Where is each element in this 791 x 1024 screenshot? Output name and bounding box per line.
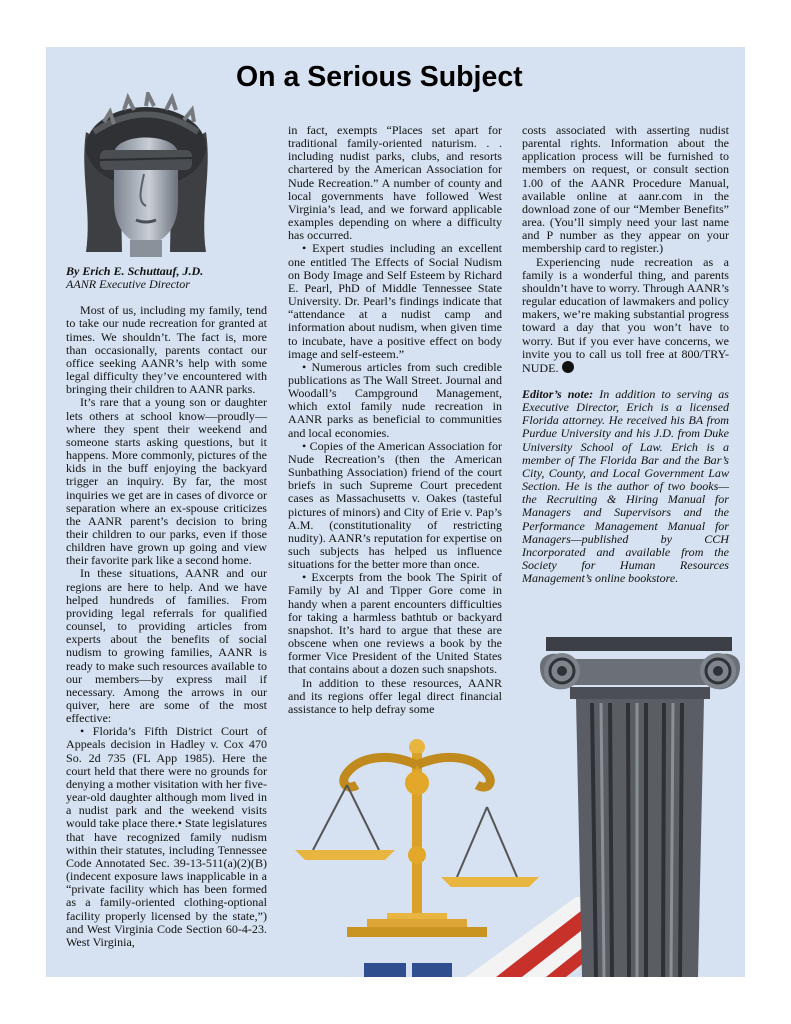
paragraph: In these situations, AANR and our regions are here to help. And we have helped hundreds of families. From providing legal referrals for qualified counsel, to providing articles from experts about the benefits of social nudism to growing families, AANR is ready to make such resources available to our members—by express mail if necessary. Among the arrows in our quiver, here are some of the most effective: (66, 566, 267, 726)
paragraph: Most of us, including my family, tend to take our nude recreation for granted at times. We shouldn’t. The fact is, more than occasionally, parents contact our office seeking AANR’s help with some legal difficulty they’ve encountered with bringing their children to AANR parks. (66, 303, 267, 397)
end-mark-icon (562, 361, 574, 373)
paragraph (522, 256, 729, 375)
byline-role: AANR Executive Director (66, 277, 190, 292)
paragraph: In addition to these resources, AANR and its regions offer legal direct financial assistance to help defray some (288, 675, 502, 716)
column-3 (522, 124, 729, 585)
paragraph: • Numerous articles from such credible publications as The Wall Street. Journal and Woodall’s Campground Management, which extol family nude recreation in AANR parks as beneficial to communities and local economies. (288, 359, 502, 440)
editors-note (522, 388, 729, 585)
magazine-page (46, 47, 745, 977)
article-title: On a Serious Subject (236, 61, 523, 93)
editors-note-text: In addition to serving as Executive Director, Erich is a licensed Florida attorney. He received his BA from Purdue University and his J.D. from Duke University School of Law. Erich is a member of The Florida Bar and the Bar’s City, County, and Local Government Law Section. He is the author of two books—the Recruiting & Hiring Manual for Managers and Supervisors and the Performance Management Manual for Managers—published by CCH Incorporated and available from the Society for Human Resources Management’s online bookstore. (522, 386, 729, 586)
column-1 (66, 265, 267, 949)
paragraph: It’s rare that a young son or daughter lets others at school know—proudly—where they spent their weekend and someone starts asking questions, but it happens. More commonly, pictures of the kids in the buff enjoying the backyard trigger an inquiry. By far, the most inquiries we get are in cases of divorce or separation where an ex-spouse criticizes the AANR parent’s decision to bring their children to our parks, even if those children have grown up going and view their favorite park like a second home. (66, 395, 267, 568)
paragraph: • Expert studies including an excellent one entitled The Effects of Social Nudism on Body Image and Self Esteem by Richard E. Pearl, PhD of Middle Tennessee State University. Dr. Pearl’s findings indicate that “attendance at a nudist camp and information about nudism, when given time to incubate, have a positive effect on body image and self-esteem.” (288, 241, 502, 361)
paragraph: costs associated with asserting nudist parental rights. Information about the application process will be furnished to members on request, or consult section 1.00 of the AANR Procedure Manual, available online at aanr.com in the download zone of our “Member Benefits” area. (You’ll simply need your last name and P number as they appear on your membership card to register.) (522, 123, 729, 256)
editors-note-label: Editor’s note: (522, 386, 594, 401)
flag-blue-block (412, 963, 452, 977)
flag-blue-block (364, 963, 406, 977)
paragraph: • Excerpts from the book The Spirit of Family by Al and Tipper Gore come in handy when a parent encounters difficulties for taking a harmless bathtub or backyard snapshot. It’s hard to argue that these are obscene when one reviews a book by the former Vice President of the United States that contains about a dozen such snapshots. (288, 570, 502, 677)
paragraph: • Copies of the American Association for Nude Recreation’s (then the American Sunbathing Association) friend of the court briefs in such Supreme Court precedent cases as Massachusetts v. Oakes (tasteful pictures of minors) and City of Erie v. Pap’s A.M. (constitutionality of restricting nudity). AANR’s reputation for expertise on such subjects has helped us influence situations for the better more than once. (288, 438, 502, 572)
closing-paragraph: Experiencing nude recreation as a family is a wonderful thing, and parents shouldn’t have to worry. Through AANR’s regular education of lawmakers and policy makers, we’re making substantial progress toward a day that you won’t have to worry. But if you ever have concerns, we invite you to call us toll free at 800/TRY-NUDE. (522, 254, 729, 375)
lady-justice-illustration (74, 92, 218, 257)
paragraph: • Florida’s Fifth District Court of Appeals decision in Hadley v. Cox 470 So. 2d 735 (FL App 1985). Here the court held that there were no grounds for denying a mother visitation with her five-year-old daughter although mom lived in a nudist park and the weekend visits would take place there.• State legislatures that have recognized family nudism within their statutes, including Tennessee Code Annotated Sec. 39-13-511(a)(2)(B) (indecent exposure laws inapplicable in a “private facility which has been formed as a family-oriented clothing-optional facility properly licensed by the state,”) and West Virginia Code Section 60-4-23. West Virginia, (66, 724, 267, 949)
paragraph: in fact, exempts “Places set apart for traditional family-oriented naturism. . . including nudist parks, clubs, and resorts chartered by the American Association for Nude Recreation.” A number of county and local governments have followed West Virginia’s lead, and we forward applicable examples depending on where a difficulty has occurred. (288, 123, 502, 243)
byline-author: By Erich E. Schuttauf, J.D. (66, 264, 204, 278)
ionic-column-illustration (540, 637, 745, 977)
column-2 (288, 124, 502, 716)
